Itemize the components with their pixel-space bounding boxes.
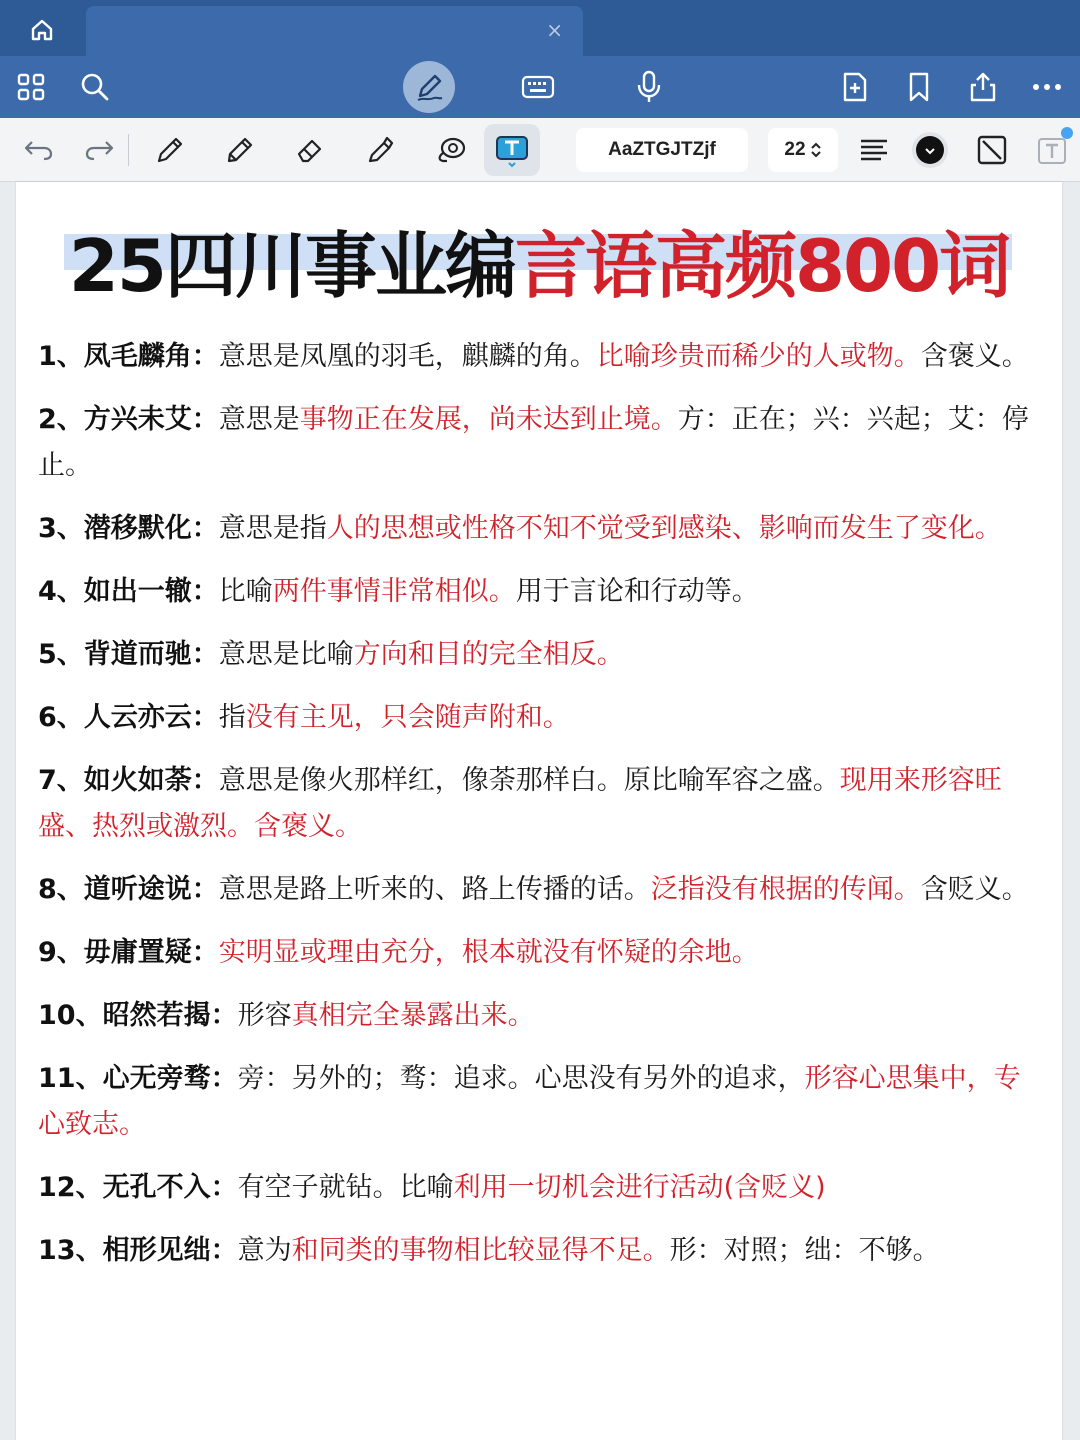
entry-text: 形：对照；绌：不够。 <box>669 1235 940 1266</box>
eraser-icon <box>294 134 326 166</box>
thumbnails-button[interactable] <box>8 64 54 110</box>
entry-text: 意思是凤凰的羽毛，麒麟的角。 <box>218 341 597 372</box>
more-button[interactable] <box>1024 64 1070 110</box>
highlighter-icon <box>364 134 396 166</box>
pencil-icon <box>224 134 256 166</box>
entry-text: 指 <box>218 702 246 733</box>
entry-colon: ： <box>210 1000 238 1031</box>
pen-mode-button[interactable] <box>403 61 455 113</box>
list-item <box>38 1228 1046 1274</box>
entry-text: 形容 <box>237 1000 292 1031</box>
list-item <box>38 334 1046 380</box>
search-button[interactable] <box>72 64 118 110</box>
entry-number: 11、 <box>38 1063 103 1094</box>
chevron-up-down-icon <box>810 141 822 159</box>
font-size-value: 22 <box>784 139 806 160</box>
bookmark-icon <box>907 71 931 103</box>
list-item <box>38 397 1046 489</box>
entry-term: 方兴未艾 <box>83 404 192 435</box>
page-title <box>69 226 1010 306</box>
microphone-icon <box>635 70 663 104</box>
entry-text: 含褒义。 <box>920 341 1029 372</box>
entry-highlight: 比喻珍贵而稀少的人或物。 <box>596 341 921 372</box>
list-item <box>38 867 1046 913</box>
redo-icon <box>84 138 116 162</box>
entry-number: 10、 <box>38 1000 103 1031</box>
redo-button[interactable] <box>78 128 122 172</box>
bookmark-button[interactable] <box>896 64 942 110</box>
entry-colon: ： <box>191 341 219 372</box>
entry-colon: ： <box>191 765 219 796</box>
entry-highlight: 人的思想或性格不知不觉受到感染、影响而发生了变化。 <box>326 513 1002 544</box>
entry-number: 3、 <box>38 513 84 544</box>
title-red: 言语高频800词 <box>514 224 1010 308</box>
text-tool-icon <box>494 132 530 168</box>
entry-colon: ： <box>210 1235 238 1266</box>
list-item <box>38 569 1046 615</box>
entry-term: 无孔不入 <box>102 1172 211 1203</box>
entry-colon: ： <box>191 874 219 905</box>
entry-highlight: 泛指没有根据的传闻。 <box>650 874 921 905</box>
entry-text: 比喻 <box>218 576 273 607</box>
entry-term: 昭然若揭 <box>102 1000 211 1031</box>
entry-number: 6、 <box>38 702 84 733</box>
entry-term: 毋庸置疑 <box>83 937 192 968</box>
list-item <box>38 695 1046 741</box>
entry-text: 含贬义。 <box>920 874 1029 905</box>
entry-term: 心无旁骛 <box>102 1063 211 1094</box>
entry-term: 人云亦云 <box>83 702 192 733</box>
add-page-button[interactable] <box>832 64 878 110</box>
entry-number: 2、 <box>38 404 84 435</box>
align-button[interactable] <box>852 128 896 172</box>
entry-highlight: 现用来形容旺盛、热烈或激烈。含褒义。 <box>38 765 1002 842</box>
document-page <box>16 182 1062 1440</box>
list-item <box>38 1165 1046 1211</box>
document-tab[interactable] <box>86 6 583 56</box>
entry-colon: ： <box>191 639 219 670</box>
entry-term: 如出一辙 <box>83 576 192 607</box>
main-toolbar <box>0 56 1080 118</box>
entry-highlight: 利用一切机会进行活动(含贬义) <box>453 1172 826 1203</box>
microphone-button[interactable] <box>626 64 672 110</box>
entry-text: 用于言论和行动等。 <box>515 576 759 607</box>
lasso-icon <box>433 134 467 166</box>
entry-term: 相形见绌 <box>102 1235 211 1266</box>
share-button[interactable] <box>960 64 1006 110</box>
color-swatch-icon <box>910 130 950 170</box>
list-item <box>38 632 1046 678</box>
text-box-icon <box>1036 134 1068 166</box>
entry-term: 凤毛麟角 <box>83 341 192 372</box>
entry-number: 8、 <box>38 874 84 905</box>
list-item <box>38 758 1046 850</box>
entry-number: 5、 <box>38 639 84 670</box>
entry-number: 1、 <box>38 341 84 372</box>
entry-text: 意思是像火那样红，像荼那样白。原比喻军容之盛。 <box>218 765 840 796</box>
title-black: 25四川事业编 <box>68 224 515 308</box>
font-size-selector[interactable] <box>768 128 838 172</box>
entry-text: 意思是路上听来的、路上传播的话。 <box>218 874 651 905</box>
entry-number: 9、 <box>38 937 84 968</box>
entry-highlight: 实明显或理由充分，根本就没有怀疑的余地。 <box>218 937 759 968</box>
entry-highlight: 两件事情非常相似。 <box>272 576 516 607</box>
entry-colon: ： <box>210 1063 238 1094</box>
undo-button[interactable] <box>16 128 60 172</box>
entry-term: 潜移默化 <box>83 513 192 544</box>
grid-icon <box>16 72 46 102</box>
entry-term: 背道而驰 <box>83 639 192 670</box>
pen-tool-button[interactable] <box>148 128 192 172</box>
keyboard-button[interactable] <box>515 64 561 110</box>
add-page-icon <box>841 71 869 103</box>
highlighter-tool-button[interactable] <box>358 128 402 172</box>
notification-dot <box>1061 127 1073 139</box>
entry-number: 12、 <box>38 1172 103 1203</box>
entry-text: 意思是指 <box>218 513 327 544</box>
list-item <box>38 993 1046 1039</box>
pen-mode-icon <box>412 70 446 104</box>
entry-term: 如火如荼 <box>83 765 192 796</box>
entry-text: 方：正在；兴：兴起；艾：停止。 <box>38 404 1029 481</box>
tab-bar <box>0 0 1080 56</box>
align-icon <box>859 138 889 162</box>
text-tool-button[interactable] <box>490 128 534 172</box>
pen-icon <box>154 134 186 166</box>
tool-toolbar <box>0 118 1080 182</box>
list-item <box>38 1056 1046 1148</box>
lasso-tool-button[interactable] <box>428 128 472 172</box>
pencil-tool-button[interactable] <box>218 128 262 172</box>
entry-highlight: 真相完全暴露出来。 <box>291 1000 535 1031</box>
entry-text: 意思是 <box>218 404 300 435</box>
entry-text: 旁：另外的；骛：追求。心思没有另外的追求， <box>237 1063 805 1094</box>
entry-highlight: 和同类的事物相比较显得不足。 <box>291 1235 670 1266</box>
home-button[interactable] <box>20 12 64 48</box>
entry-highlight: 方向和目的完全相反。 <box>353 639 624 670</box>
font-selector[interactable]: AaZTGJTZjf <box>576 128 748 172</box>
entry-colon: ： <box>191 513 219 544</box>
entry-highlight: 事物正在发展，尚未达到止境。 <box>299 404 678 435</box>
toolbar-divider <box>128 134 129 166</box>
entry-colon: ： <box>210 1172 238 1203</box>
text-color-button[interactable] <box>908 128 952 172</box>
entry-number: 4、 <box>38 576 84 607</box>
undo-icon <box>22 138 54 162</box>
entry-list <box>38 334 1046 1291</box>
entry-term: 道听途说 <box>83 874 192 905</box>
list-item <box>38 930 1046 976</box>
entry-text: 有空子就钻。比喻 <box>237 1172 454 1203</box>
entry-number: 13、 <box>38 1235 103 1266</box>
search-icon <box>79 71 111 103</box>
list-item <box>38 506 1046 552</box>
entry-number: 7、 <box>38 765 84 796</box>
entry-highlight: 形容心思集中，专心致志。 <box>38 1063 1021 1140</box>
entry-colon: ： <box>191 576 219 607</box>
more-icon <box>1032 83 1062 91</box>
shape-button[interactable] <box>970 128 1014 172</box>
entry-text: 意思是比喻 <box>218 639 354 670</box>
share-icon <box>968 71 998 103</box>
entry-colon: ： <box>191 404 219 435</box>
eraser-tool-button[interactable] <box>288 128 332 172</box>
entry-colon: ： <box>191 937 219 968</box>
keyboard-icon <box>521 74 555 100</box>
entry-text: 意为 <box>237 1235 292 1266</box>
entry-highlight: 没有主见，只会随声附和。 <box>245 702 570 733</box>
title-container <box>16 226 1062 306</box>
home-icon <box>29 17 55 43</box>
entry-colon: ： <box>191 702 219 733</box>
tab-close-icon[interactable]: × <box>546 18 563 42</box>
shape-icon <box>976 134 1008 166</box>
